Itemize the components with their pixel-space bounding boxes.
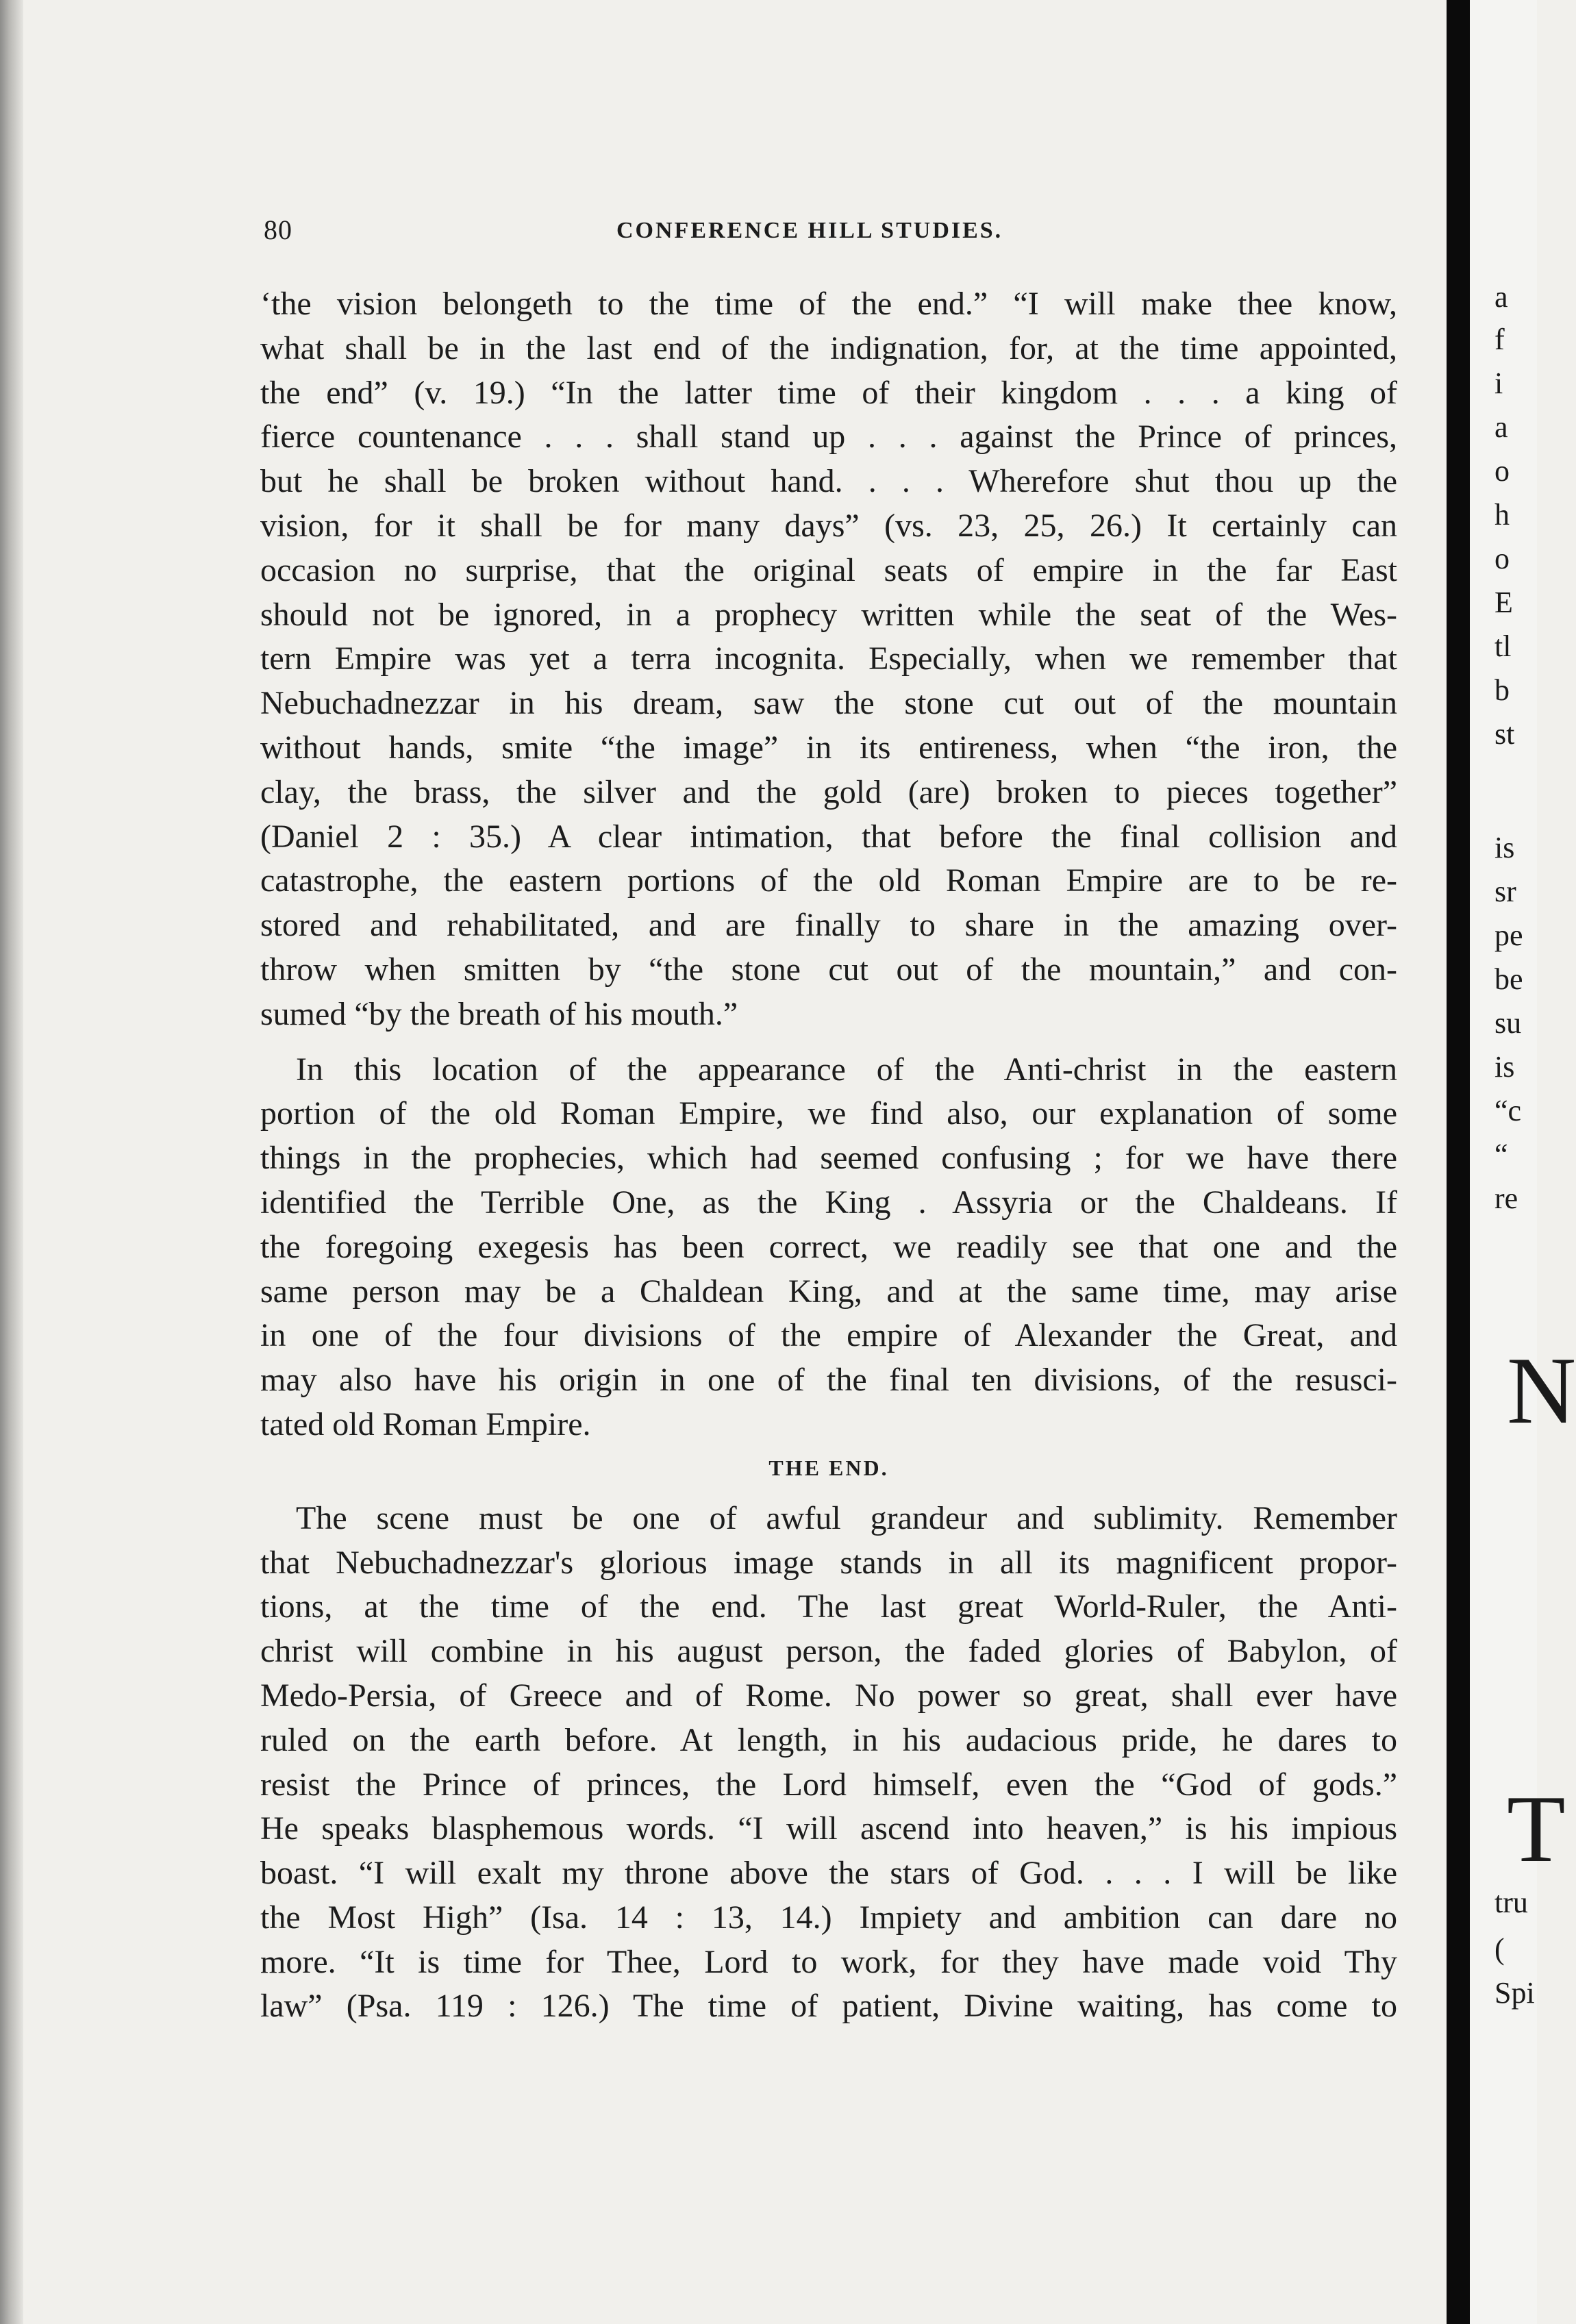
text-line: more. “It is time for Thee, Lord to work, for they have made void Thy bbox=[260, 1943, 1397, 1980]
fragment: is bbox=[1494, 1050, 1515, 1084]
fragment: sr bbox=[1494, 875, 1516, 908]
text-line: law” (Psa. 119 : 126.) The time of patient, Divine waiting, has come to bbox=[260, 1988, 1397, 2025]
text-line: throw when smitten by “the stone cut out of the mountain,” and con- bbox=[260, 951, 1397, 988]
page-left-edge bbox=[0, 0, 23, 2324]
text-line: (Daniel 2 : 35.) A clear intimation, that before the final collision and bbox=[260, 818, 1397, 855]
text-line: ruled on the earth before. At length, in his audacious pride, he dares to bbox=[260, 1721, 1397, 1758]
fragment: T bbox=[1507, 1776, 1566, 1882]
text-line: The scene must be one of awful grandeur and sublimity. Remember bbox=[296, 1499, 1397, 1536]
text-line: Medo-Persia, of Greece and of Rome. No power so great, shall ever have bbox=[260, 1677, 1397, 1714]
facing-page-fragments bbox=[1494, 0, 1576, 2324]
text-line: same person may be a Chaldean King, and at the same time, may arise bbox=[260, 1273, 1397, 1310]
text-line: that Nebuchadnezzar's glorious image stands in all its magnificent propor- bbox=[260, 1544, 1397, 1581]
paragraph-1 bbox=[260, 282, 1397, 1037]
fragment: be bbox=[1494, 962, 1523, 996]
page-number: 80 bbox=[264, 214, 292, 245]
text-line: clay, the brass, the silver and the gold (are) broken to pieces together” bbox=[260, 773, 1397, 810]
text-line: without hands, smite “the image” in its entireness, when “the iron, the bbox=[260, 729, 1397, 766]
text-line: occasion no surprise, that the original seats of empire in the far East bbox=[260, 551, 1397, 588]
fragment: E bbox=[1494, 586, 1513, 619]
text-line: the Most High” (Isa. 14 : 13, 14.) Impiety and ambition can dare no bbox=[260, 1899, 1397, 1936]
fragment: b bbox=[1494, 673, 1510, 707]
text-line: the end” (v. 19.) “In the latter time of their kingdom . . . a king of bbox=[260, 374, 1397, 411]
section-heading: THE END. bbox=[768, 1455, 889, 1480]
main-text-block bbox=[260, 282, 1397, 2029]
page-header bbox=[264, 214, 1395, 255]
text-line: boast. “I will exalt my throne above the stars of God. . . . I will be like bbox=[260, 1855, 1397, 1892]
text-line: tated old Roman Empire. bbox=[260, 1405, 591, 1442]
text-line: things in the prophecies, which had seemed confusing ; for we have there bbox=[260, 1140, 1397, 1177]
fragment: a bbox=[1494, 280, 1508, 314]
fragment: h bbox=[1494, 498, 1510, 532]
text-line: sumed “by the breath of his mouth.” bbox=[260, 995, 738, 1032]
text-line: catastrophe, the eastern portions of the old Roman Empire are to be re- bbox=[260, 862, 1397, 899]
text-line: the foregoing exegesis has been correct, we readily see that one and the bbox=[260, 1228, 1397, 1265]
fragment: a bbox=[1494, 410, 1508, 444]
fragment: st bbox=[1494, 717, 1515, 751]
text-line: portion of the old Roman Empire, we find also, our explanation of some bbox=[260, 1095, 1397, 1132]
text-line: but he shall be broken without hand. . . . Wherefore shut thou up the bbox=[260, 463, 1397, 500]
text-line: tern Empire was yet a terra incognita. Especially, when we remember that bbox=[260, 640, 1397, 677]
paragraph-2 bbox=[260, 1048, 1397, 1447]
text-line: In this location of the appearance of the Anti-christ in the eastern bbox=[296, 1051, 1397, 1088]
text-line: vision, for it shall be for many days” (vs. 23, 25, 26.) It certainly can bbox=[260, 507, 1397, 544]
text-line: in one of the four divisions of the empire of Alexander the Great, and bbox=[260, 1317, 1397, 1354]
text-line: resist the Prince of princes, the Lord himself, even the “God of gods.” bbox=[260, 1766, 1397, 1803]
fragment: tru bbox=[1494, 1886, 1528, 1919]
fragment: “c bbox=[1494, 1094, 1522, 1127]
text-line: tions, at the time of the end. The last great World-Ruler, the Anti- bbox=[260, 1588, 1397, 1625]
fragment: is bbox=[1494, 831, 1515, 864]
text-line: ‘the vision belongeth to the time of the end.” “I will make thee know, bbox=[260, 286, 1397, 322]
fragment: i bbox=[1494, 366, 1503, 400]
fragment: Spi bbox=[1494, 1976, 1535, 2010]
text-line: identified the Terrible One, as the King . Assyria or the Chaldeans. If bbox=[260, 1184, 1397, 1221]
fragment: su bbox=[1494, 1006, 1522, 1040]
fragment: N bbox=[1507, 1338, 1576, 1444]
book-gutter bbox=[1447, 0, 1470, 2324]
fragment: ( bbox=[1494, 1932, 1505, 1966]
running-title: CONFERENCE HILL STUDIES. bbox=[616, 218, 1003, 243]
paragraph-3 bbox=[260, 1497, 1397, 2029]
fragment: “ bbox=[1494, 1138, 1508, 1171]
text-line: should not be ignored, in a prophecy written while the seat of the Wes- bbox=[260, 596, 1397, 633]
text-line: stored and rehabilitated, and are finally to share in the amazing over- bbox=[260, 907, 1397, 944]
fragment: re bbox=[1494, 1182, 1518, 1215]
text-line: Nebuchadnezzar in his dream, saw the stone cut out of the mountain bbox=[260, 685, 1397, 722]
text-line: He speaks blasphemous words. “I will ascend into heaven,” is his impious bbox=[260, 1810, 1397, 1847]
fragment: f bbox=[1494, 323, 1505, 356]
text-line: fierce countenance . . . shall stand up . . . against the Prince of princes, bbox=[260, 418, 1397, 455]
fragment: o bbox=[1494, 542, 1510, 575]
fragment: pe bbox=[1494, 919, 1523, 952]
text-line: christ will combine in his august person, the faded glories of Babylon, of bbox=[260, 1633, 1397, 1670]
fragment: tl bbox=[1494, 629, 1512, 663]
text-line: may also have his origin in one of the final ten divisions, of the resusci- bbox=[260, 1362, 1397, 1399]
text-line: what shall be in the last end of the indignation, for, at the time appointed, bbox=[260, 329, 1397, 366]
fragment: o bbox=[1494, 454, 1510, 488]
